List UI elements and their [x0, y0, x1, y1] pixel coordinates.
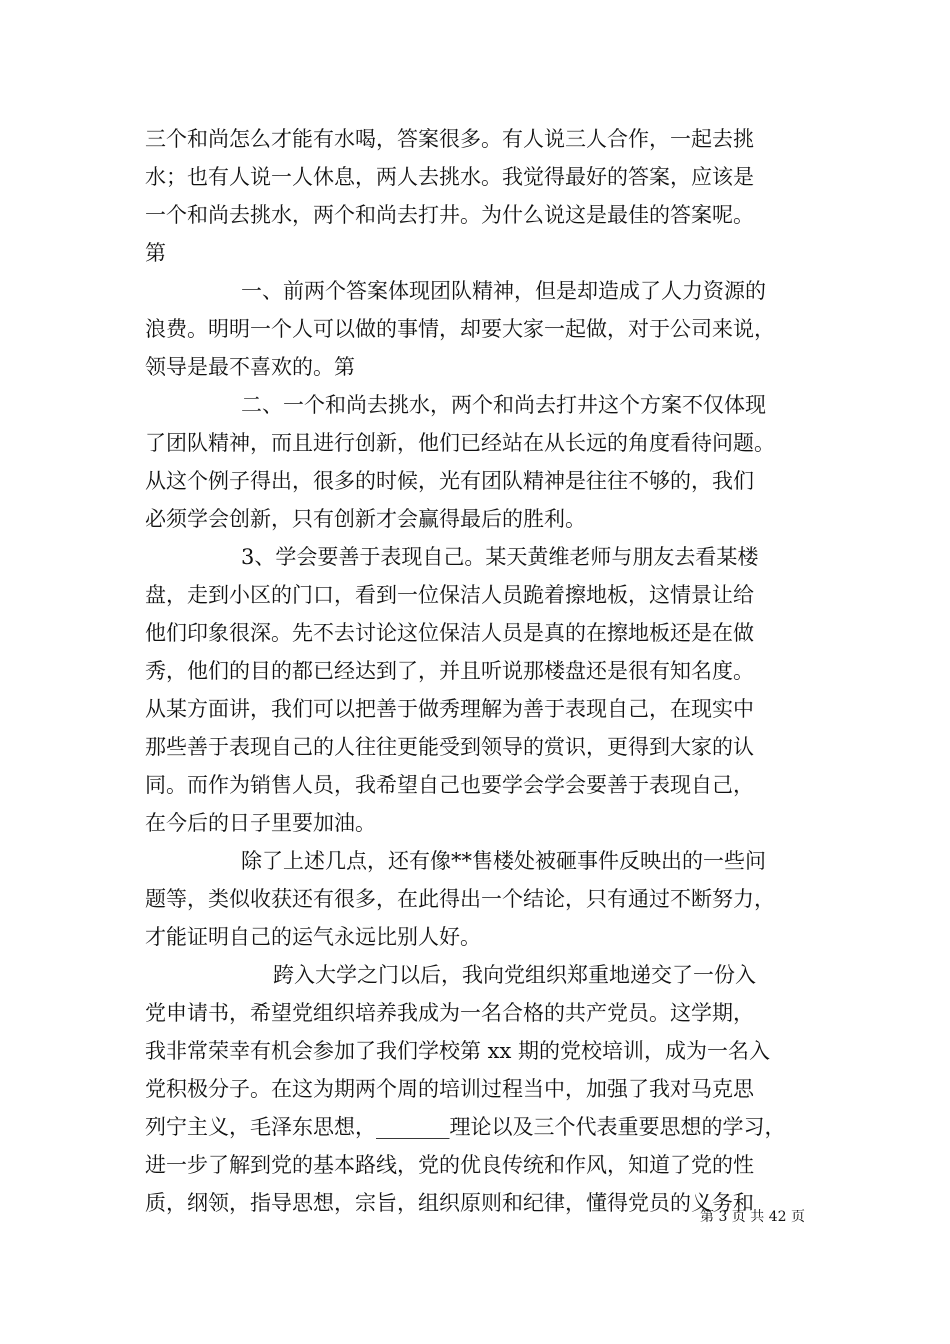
text-line: 盘，走到小区的门口，看到一位保洁人员跪着擦地板，这情景让给: [145, 583, 754, 607]
text-line: 二、一个和尚去挑水，两个和尚去打井这个方案不仅体现: [241, 393, 766, 417]
text-line: 在今后的日子里要加油。: [145, 811, 376, 835]
paragraph: [145, 842, 815, 956]
text-line: 他们印象很深。先不去讨论这位保洁人员是真的在擦地板还是在做: [145, 621, 754, 645]
paragraph: [145, 386, 815, 538]
text-line: 从这个例子得出，很多的时候，光有团队精神是往往不够的，我们: [145, 469, 754, 493]
paragraph: [145, 956, 815, 1222]
text-line: 一、前两个答案体现团队精神，但是却造成了人力资源的: [241, 279, 766, 303]
paragraph: [145, 538, 815, 842]
text-line: 水；也有人说一人休息，两人去挑水。我觉得最好的答案，应该是: [145, 165, 754, 189]
text-line: 第: [145, 241, 166, 265]
text-line: 质，纲领，指导思想，宗旨，组织原则和纪律，懂得党员的义务和: [145, 1191, 754, 1215]
text-line: 同。而作为销售人员，我希望自己也要学会学会要善于表现自己，: [145, 773, 754, 797]
text-line: 进一步了解到党的基本路线，党的优良传统和作风，知道了党的性: [145, 1153, 754, 1177]
text-line: 浪费。明明一个人可以做的事情，却要大家一起做，对于公司来说，: [145, 317, 775, 341]
text-line: 我非常荣幸有机会参加了我们学校第 xx 期的党校培训，成为一名入: [145, 1039, 771, 1063]
text-line: 秀，他们的目的都已经达到了，并且听说那楼盘还是很有知名度。: [145, 659, 754, 683]
text-line: 从某方面讲，我们可以把善于做秀理解为善于表现自己，在现实中: [145, 697, 754, 721]
text-line: 3、学会要善于表现自己。某天黄维老师与朋友去看某楼: [241, 545, 759, 569]
text-line: 三个和尚怎么才能有水喝，答案很多。有人说三人合作，一起去挑: [145, 127, 754, 151]
text-line: 了团队精神，而且进行创新，他们已经站在从长远的角度看待问题。: [145, 431, 775, 455]
text-line: 才能证明自己的运气永远比别人好。: [145, 925, 481, 949]
paragraph: [145, 120, 815, 272]
text-line: 必须学会创新，只有创新才会赢得最后的胜利。: [145, 507, 586, 531]
paragraph: [145, 272, 815, 386]
text-line: 党积极分子。在这为期两个周的培训过程当中，加强了我对马克思: [145, 1077, 754, 1101]
page-footer: 第 3 页 共 42 页: [700, 1209, 805, 1225]
text-line: 除了上述几点，还有像**售楼处被砸事件反映出的一些问: [241, 849, 766, 873]
text-line: 列宁主义，毛泽东思想，_______理论以及三个代表重要思想的学习，: [145, 1115, 786, 1139]
text-line: 领导是最不喜欢的。第: [145, 355, 355, 379]
text-line: 题等，类似收获还有很多，在此得出一个结论，只有通过不断努力，: [145, 887, 775, 911]
text-line: 党申请书，希望党组织培养我成为一名合格的共产党员。这学期，: [145, 1001, 754, 1025]
document-body: [145, 120, 815, 1222]
text-line: 跨入大学之门以后，我向党组织郑重地递交了一份入: [273, 963, 756, 987]
text-line: 那些善于表现自己的人往往更能受到领导的赏识，更得到大家的认: [145, 735, 754, 759]
text-line: 一个和尚去挑水，两个和尚去打井。为什么说这是最佳的答案呢。: [145, 203, 754, 227]
